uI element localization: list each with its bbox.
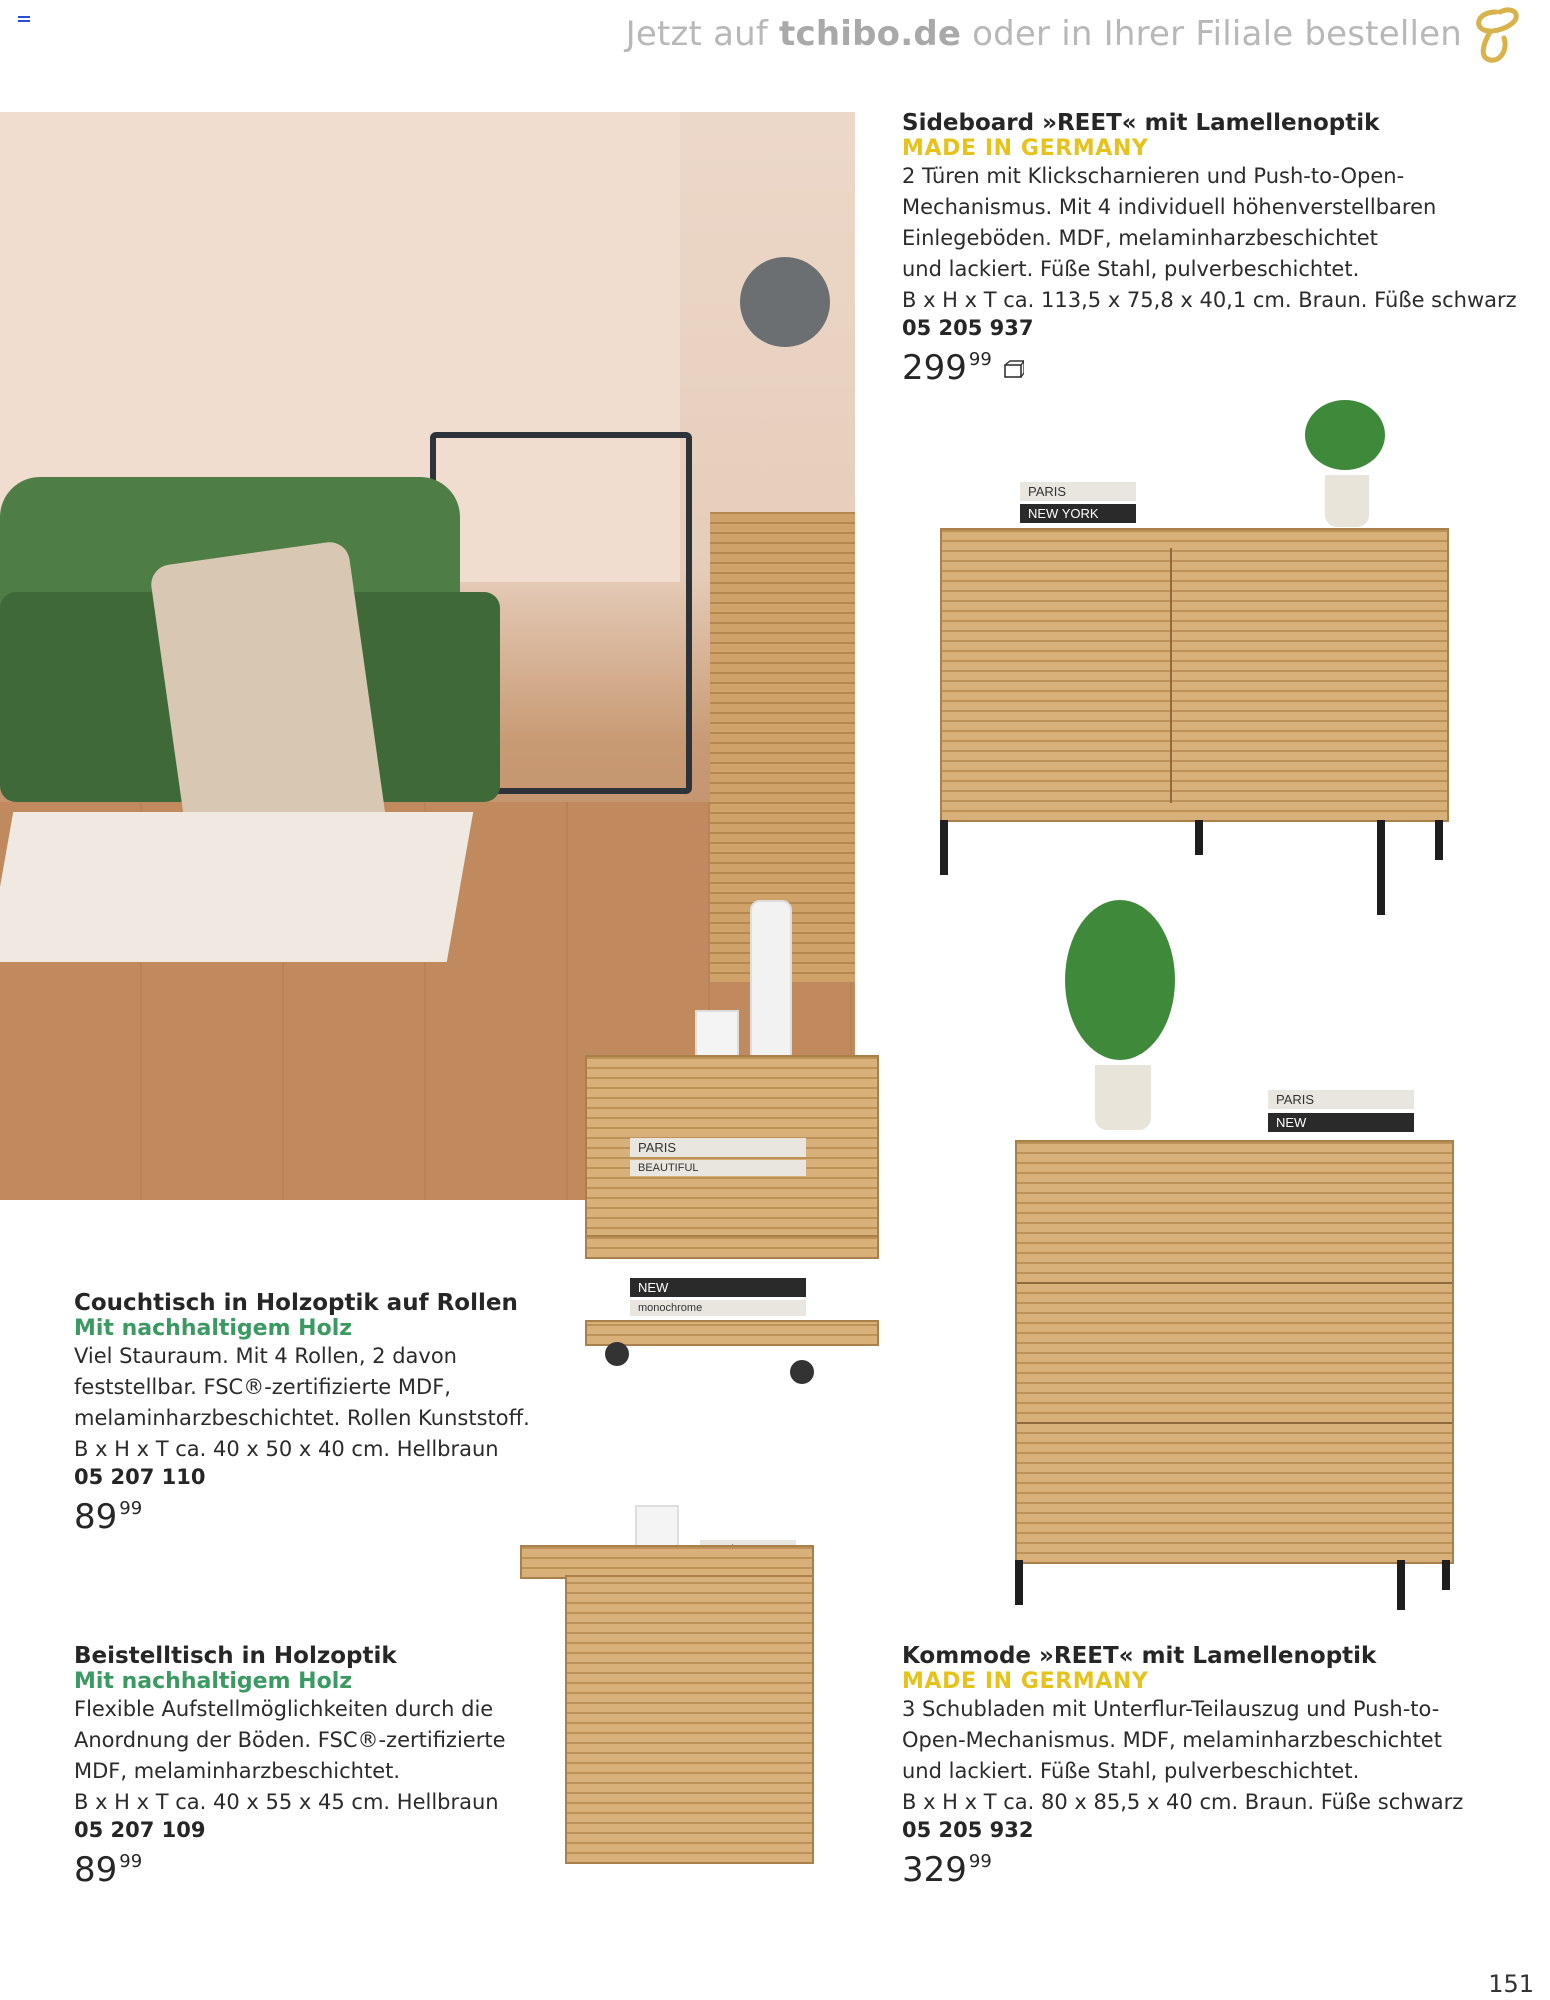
book-paris: PARIS [1268, 1090, 1414, 1109]
beistelltisch-desc-line: Flexible Aufstellmöglichkeiten durch die [74, 1697, 494, 1721]
leg [940, 820, 948, 875]
couchtisch-sustainable: Mit nachhaltigem Holz [74, 1316, 353, 1341]
couchtisch-image[interactable] [585, 900, 885, 1400]
couchtisch-desc-line: melaminharzbeschichtet. Rollen Kunststoff. [74, 1406, 530, 1430]
sideboard-article-number: 05 205 937 [902, 316, 1034, 340]
menu-icon[interactable] [18, 16, 30, 24]
book-new: NEW [630, 1278, 806, 1297]
couchtisch-shelf [585, 1235, 879, 1259]
sideboard-price-main: 299 [902, 348, 967, 388]
tchibo-logo-icon [1468, 6, 1524, 66]
drawer-divider [1017, 1282, 1452, 1284]
rug [0, 812, 473, 962]
book-new: NEW [1268, 1113, 1414, 1132]
sideboard-title[interactable]: Sideboard »REET« mit Lamellenoptik [902, 110, 1380, 136]
leg [1015, 1560, 1023, 1605]
plant-pot [1325, 475, 1369, 527]
sideboard-price-cents: 99 [968, 349, 992, 370]
leg [1195, 820, 1203, 855]
book-paris: PARIS [630, 1138, 806, 1157]
couchtisch-info [74, 1290, 530, 1537]
couchtisch-desc-line: B x H x T ca. 40 x 50 x 40 cm. Hellbraun [74, 1437, 499, 1461]
page-number: 151 [1488, 1970, 1534, 1998]
sideboard-image[interactable] [940, 400, 1450, 920]
kommode-desc-line: 3 Schubladen mit Unterflur-Teilauszug und Push-to- [902, 1697, 1440, 1721]
sideboard-desc-line: B x H x T ca. 113,5 x 75,8 x 40,1 cm. Braun. Füße schwarz [902, 288, 1517, 312]
leg [1397, 1560, 1405, 1610]
wheel [605, 1342, 629, 1366]
couchtisch-title[interactable]: Couchtisch in Holzoptik auf Rollen [74, 1290, 518, 1316]
leg [1442, 1560, 1450, 1590]
beistelltisch-price-main: 89 [74, 1850, 118, 1890]
sideboard-desc-line: Mechanismus. Mit 4 individuell höhenverstellbaren [902, 195, 1437, 219]
couchtisch-price-cents: 99 [119, 1498, 143, 1519]
couchtisch-article-number: 05 207 110 [74, 1465, 206, 1489]
header-text-after: oder in Ihrer Filiale bestellen [961, 14, 1462, 54]
drawer-divider [1017, 1422, 1452, 1424]
carafe [750, 900, 792, 1064]
beistelltisch-desc-line: B x H x T ca. 40 x 55 x 45 cm. Hellbraun [74, 1790, 499, 1814]
kommode-title[interactable]: Kommode »REET« mit Lamellenoptik [902, 1643, 1377, 1669]
beistelltisch-title[interactable]: Beistelltisch in Holzoptik [74, 1643, 397, 1669]
beistelltisch-sustainable: Mit nachhaltigem Holz [74, 1669, 353, 1694]
sideboard-desc-line: 2 Türen mit Klickscharnieren und Push-to-Open- [902, 164, 1405, 188]
couchtisch-desc-line: feststellbar. FSC®-zertifizierte MDF, [74, 1375, 451, 1399]
plant [1065, 900, 1175, 1060]
beistelltisch-info [74, 1643, 506, 1890]
kommode-price [902, 1850, 1463, 1890]
beistelltisch-price-cents: 99 [119, 1851, 143, 1872]
kommode-image[interactable] [1010, 900, 1465, 1615]
couchtisch-base [585, 1320, 879, 1346]
sideboard-made-in-germany: MADE IN GERMANY [902, 136, 1149, 161]
delivery-box-icon [1002, 360, 1024, 380]
beistelltisch-image[interactable] [520, 1505, 820, 1865]
book-beautiful: BEAUTIFUL [630, 1160, 806, 1176]
kommode-article-number: 05 205 932 [902, 1818, 1034, 1842]
wheel [790, 1360, 814, 1384]
book-new-york: NEW YORK [1020, 504, 1136, 523]
header-order-text [626, 14, 1462, 54]
book-paris: PARIS [1020, 482, 1136, 501]
couchtisch-desc-line: Viel Stauraum. Mit 4 Rollen, 2 davon [74, 1344, 457, 1368]
beistelltisch-desc-line: Anordnung der Böden. FSC®-zertifizierte [74, 1728, 506, 1752]
sideboard-info [902, 110, 1517, 388]
kommode-made-in-germany: MADE IN GERMANY [902, 1669, 1149, 1694]
sideboard-body [940, 528, 1449, 822]
beistelltisch-article-number: 05 207 109 [74, 1818, 206, 1842]
kommode-body [1015, 1140, 1454, 1564]
beistelltisch-price [74, 1850, 506, 1890]
sideboard-desc-line: und lackiert. Füße Stahl, pulverbeschichtet. [902, 257, 1360, 281]
plant [1305, 400, 1385, 470]
leg [1435, 820, 1443, 860]
beistelltisch-top [520, 1545, 814, 1579]
beistelltisch-body [565, 1575, 814, 1864]
sideboard-price [902, 348, 1517, 388]
floor-lamp [740, 257, 830, 347]
sideboard-desc-line: Einlegeböden. MDF, melaminharzbeschichtet [902, 226, 1378, 250]
kommode-desc-line: Open-Mechanismus. MDF, melaminharzbeschichtet [902, 1728, 1442, 1752]
plant-pot [1095, 1065, 1151, 1130]
kommode-info [902, 1643, 1463, 1890]
kommode-price-cents: 99 [968, 1851, 992, 1872]
header-text-before: Jetzt auf [625, 14, 780, 54]
couchtisch-price-main: 89 [74, 1497, 118, 1537]
door-divider [1170, 548, 1172, 803]
beistelltisch-desc-line: MDF, melaminharzbeschichtet. [74, 1759, 401, 1783]
header-text-bold[interactable]: tchibo.de [779, 14, 962, 54]
book-monochrome: monochrome [630, 1300, 806, 1316]
couchtisch-price [74, 1497, 530, 1537]
kommode-desc-line: und lackiert. Füße Stahl, pulverbeschichtet. [902, 1759, 1360, 1783]
kommode-price-main: 329 [902, 1850, 967, 1890]
kommode-desc-line: B x H x T ca. 80 x 85,5 x 40 cm. Braun. Füße schwarz [902, 1790, 1464, 1814]
